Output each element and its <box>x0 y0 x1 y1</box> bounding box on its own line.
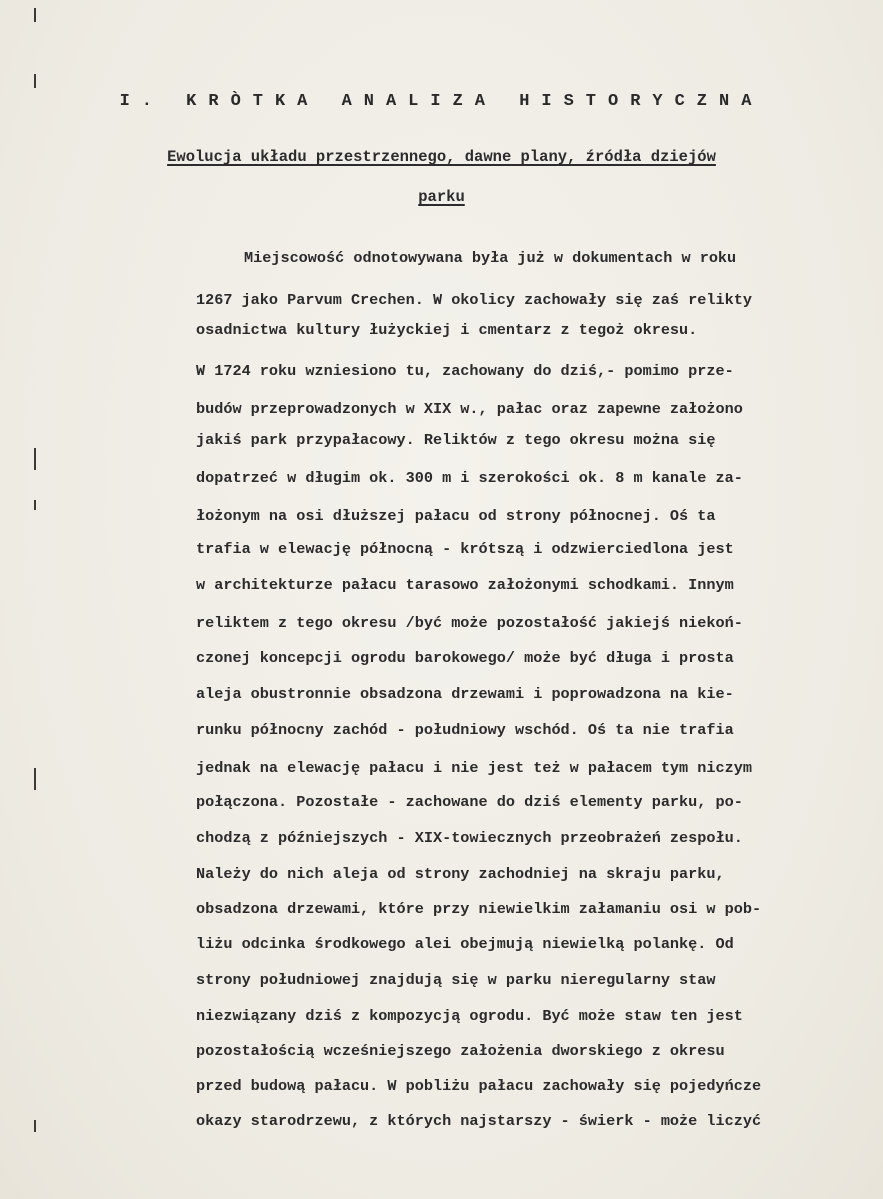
margin-tick <box>34 500 36 510</box>
body-text-line: jakiś park przypałacowy. Reliktów z tego okresu można się <box>196 431 716 449</box>
body-text-line: czonej koncepcji ogrodu barokowego/ może być długa i prosta <box>196 649 734 667</box>
body-text-line: Miejscowość odnotowywana była już w dokumentach w roku <box>244 249 737 267</box>
body-text-line: W 1724 roku wzniesiono tu, zachowany do dziś,- pomimo prze- <box>196 362 734 380</box>
body-text-line: przed budową pałacu. W pobliżu pałacu zachowały się pojedyńcze <box>196 1077 762 1095</box>
body-text-line: dopatrzeć w długim ok. 300 m i szerokości ok. 8 m kanale za- <box>196 469 743 487</box>
body-text-line: osadnictwa kultury łużyckiej i cmentarz z tegoż okresu. <box>196 321 698 339</box>
body-text-line: budów przeprowadzonych w XIX w., pałac oraz zapewne założono <box>196 400 743 418</box>
document-subtitle-line-1: Ewolucja układu przestrzennego, dawne plany, źródła dziejów <box>167 148 716 166</box>
body-text-line: łożonym na osi dłuższej pałacu od strony północnej. Oś ta <box>196 507 716 525</box>
body-text-line: Należy do nich aleja od strony zachodniej na skraju parku, <box>196 865 725 883</box>
body-text-line: połączona. Pozostałe - zachowane do dziś elementy parku, po- <box>196 793 743 811</box>
body-text-line: aleja obustronnie obsadzona drzewami i poprowadzona na kie- <box>196 685 734 703</box>
body-text-line: w architekturze pałacu tarasowo założonymi schodkami. Innym <box>196 576 734 594</box>
margin-tick <box>34 1120 36 1132</box>
document-subtitle-line-2: parku <box>418 188 465 206</box>
margin-tick <box>34 8 36 22</box>
body-text-line: obsadzona drzewami, które przy niewielkim załamaniu osi w pob- <box>196 900 762 918</box>
body-text-line: runku północny zachód - południowy wschód. Oś ta nie trafia <box>196 721 734 739</box>
body-text-line: okazy starodrzewu, z których najstarszy - świerk - może liczyć <box>196 1112 762 1130</box>
document-title: I. KRÒTKA ANALIZA HISTORYCZNA <box>119 92 764 111</box>
margin-tick <box>34 448 36 470</box>
body-text-line: 1267 jako Parvum Crechen. W okolicy zachowały się zaś relikty <box>196 291 752 309</box>
body-text-line: trafia w elewację północną - krótszą i odzwierciedlona jest <box>196 540 734 558</box>
body-text-line: reliktem z tego okresu /być może pozostałość jakiejś niekoń- <box>196 614 743 632</box>
body-text-line: jednak na elewację pałacu i nie jest też w pałacem tym niczym <box>196 759 752 777</box>
body-text-line: strony południowej znajdują się w parku nieregularny staw <box>196 971 716 989</box>
body-text-line: chodzą z późniejszych - XIX-towiecznych przeobrażeń zespołu. <box>196 829 743 847</box>
margin-tick <box>34 74 36 88</box>
body-text-line: pozostałością wcześniejszego założenia dworskiego z okresu <box>196 1042 725 1060</box>
body-text-line: liżu odcinka środkowego alei obejmują niewielką polankę. Od <box>196 935 734 953</box>
margin-tick <box>34 768 36 790</box>
body-text-line: niezwiązany dziś z kompozycją ogrodu. Być może staw ten jest <box>196 1007 743 1025</box>
